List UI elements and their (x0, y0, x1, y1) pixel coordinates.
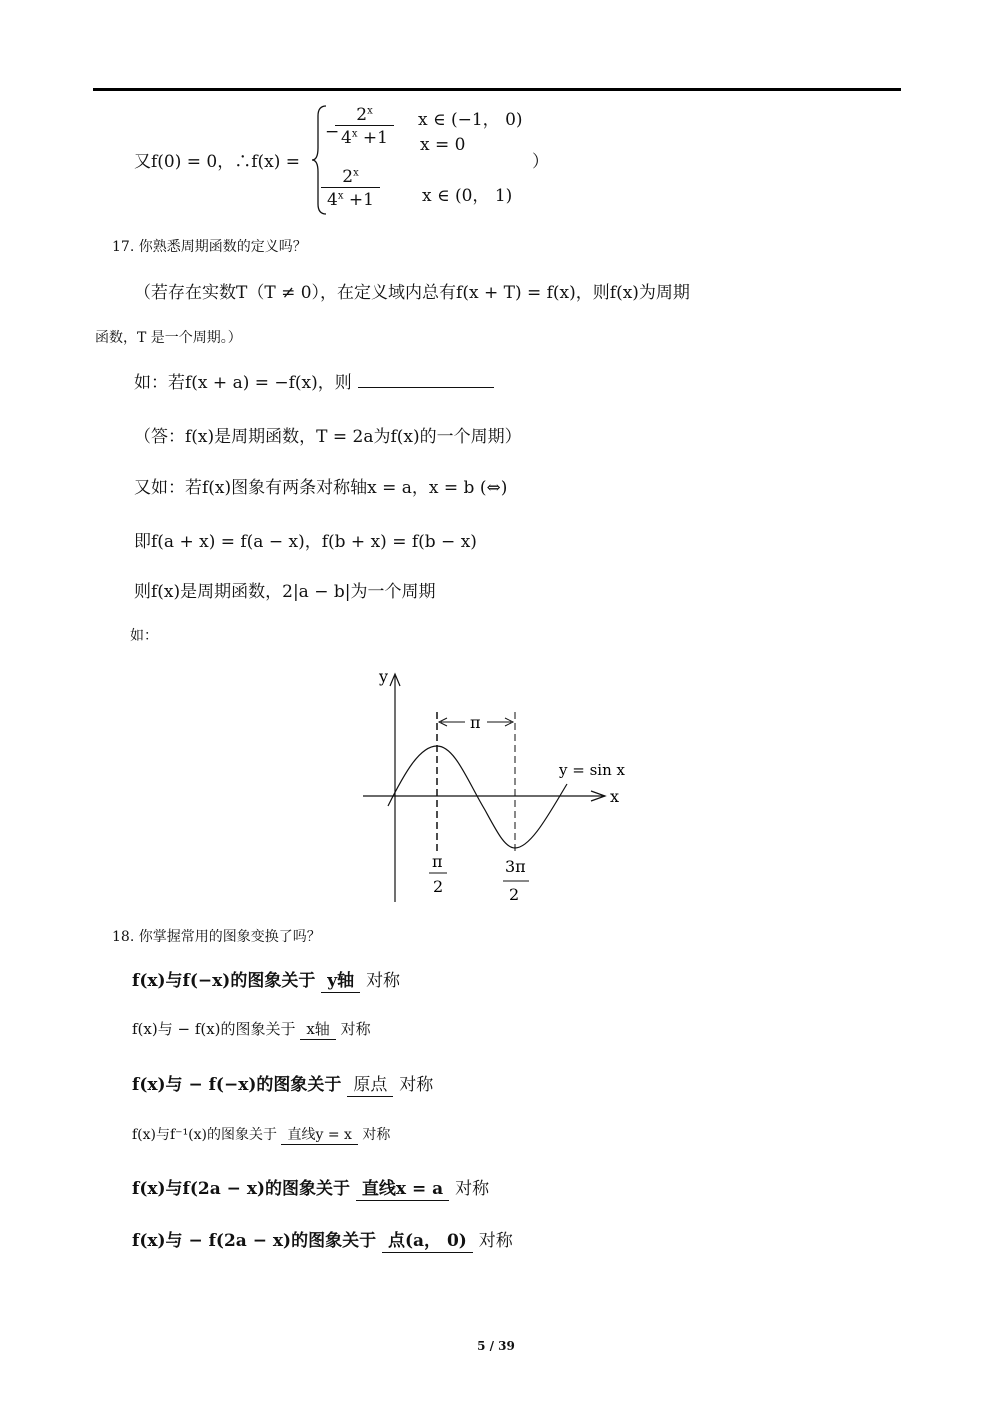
tick1-numerator: π (432, 852, 443, 871)
tick2-numerator: 3π (505, 857, 526, 876)
q17-definition-line2: 函数，T 是一个周期。） (95, 330, 242, 346)
q18-row-3-pre: f(x)与 − f(−x)的图象关于 (132, 1075, 342, 1095)
sine-graph (355, 662, 645, 912)
case3-numerator: 2 (342, 167, 354, 187)
curve-label: y = sin x (559, 761, 625, 779)
case1-num-exp: x (367, 105, 373, 117)
page-number: 5 / 39 (477, 1339, 515, 1353)
case1-fraction (335, 105, 394, 148)
x-axis-label: x (610, 787, 620, 806)
q18-row-4-answer: 直线y = x (281, 1127, 357, 1145)
tick1-denominator: 2 (433, 877, 444, 896)
q17-example1-text: 如：若f(x + a) = −f(x)，则 (134, 373, 352, 393)
q18-row-1 (132, 966, 400, 991)
q18-row-3 (132, 1070, 433, 1095)
q17-example2: 又如：若f(x)图象有两条对称轴x = a，x = b (⇔) (134, 478, 508, 498)
case1-plus1: +1 (362, 128, 388, 148)
q18-row-1-pre: f(x)与f(−x)的图象关于 (132, 971, 316, 991)
answer-blank[interactable] (358, 369, 494, 388)
q18-row-6-pre: f(x)与 − f(2a − x)的图象关于 (132, 1231, 377, 1251)
q17-heading: 17. 你熟悉周期函数的定义吗？ (112, 239, 307, 255)
q18-heading: 18. 你掌握常用的图象变换了吗？ (112, 929, 321, 945)
sine-curve (388, 746, 567, 848)
case3-denominator: 4 (327, 190, 338, 210)
q18-row-1-answer: y轴 (321, 971, 360, 993)
q18-row-3-answer: 原点 (347, 1075, 393, 1097)
case3-plus1: +1 (348, 190, 374, 210)
q18-row-5-post: 对称 (455, 1179, 490, 1199)
case2-expr: x = 0 (420, 135, 466, 155)
q18-row-2-pre: f(x)与 − f(x)的图象关于 (132, 1020, 296, 1038)
case1-domain: x ∈ (−1， 0) (418, 110, 523, 130)
case1-numerator: 2 (356, 105, 368, 125)
q18-row-5-answer: 直线x = a (356, 1179, 449, 1201)
q18-row-4 (132, 1124, 390, 1144)
q18-row-4-pre: f(x)与f⁻¹(x)的图象关于 (132, 1127, 278, 1143)
q18-row-5 (132, 1174, 489, 1199)
case1-den-exp: x (351, 128, 358, 140)
q17-example3: 如： (130, 628, 158, 644)
q17-example1 (134, 368, 494, 393)
case3-fraction (321, 167, 380, 210)
q18-row-5-pre: f(x)与f(2a − x)的图象关于 (132, 1179, 350, 1199)
q18-row-6 (132, 1226, 513, 1251)
q18-row-3-post: 对称 (399, 1075, 434, 1095)
q18-row-2-answer: x轴 (300, 1020, 335, 1040)
tick2-denominator: 2 (509, 885, 520, 904)
q18-row-2-post: 对称 (340, 1020, 371, 1038)
q18-row-2 (132, 1018, 371, 1039)
case1-denominator: 4 (341, 128, 352, 148)
q18-row-6-post: 对称 (478, 1231, 513, 1251)
q18-row-1-post: 对称 (366, 971, 401, 991)
q18-row-4-post: 对称 (362, 1127, 391, 1143)
q17-example2-b: 即f(a + x) = f(a − x)，f(b + x) = f(b − x) (134, 532, 477, 552)
q17-example2-c: 则f(x)是周期函数，2|a − b|为一个周期 (134, 582, 436, 602)
header-rule (93, 88, 901, 91)
case3-num-exp: x (353, 167, 359, 179)
period-label: π (470, 713, 481, 732)
q17-definition-line1: （若存在实数T（T ≠ 0），在定义域内总有f(x + T) = f(x)，则f(x)为周期 (134, 283, 690, 303)
piecewise-close: ） (532, 152, 549, 172)
q18-row-6-answer: 点(a， 0) (382, 1231, 473, 1253)
q17-answer1: （答：f(x)是周期函数，T = 2a为f(x)的一个周期） (134, 427, 522, 447)
y-axis-label: y (379, 667, 389, 686)
case1-sign: − (325, 122, 340, 142)
case3-domain: x ∈ (0， 1) (422, 186, 513, 206)
case3-den-exp: x (337, 190, 344, 202)
piecewise-lead: 又f(0) = 0，∴f(x) = (134, 152, 301, 172)
